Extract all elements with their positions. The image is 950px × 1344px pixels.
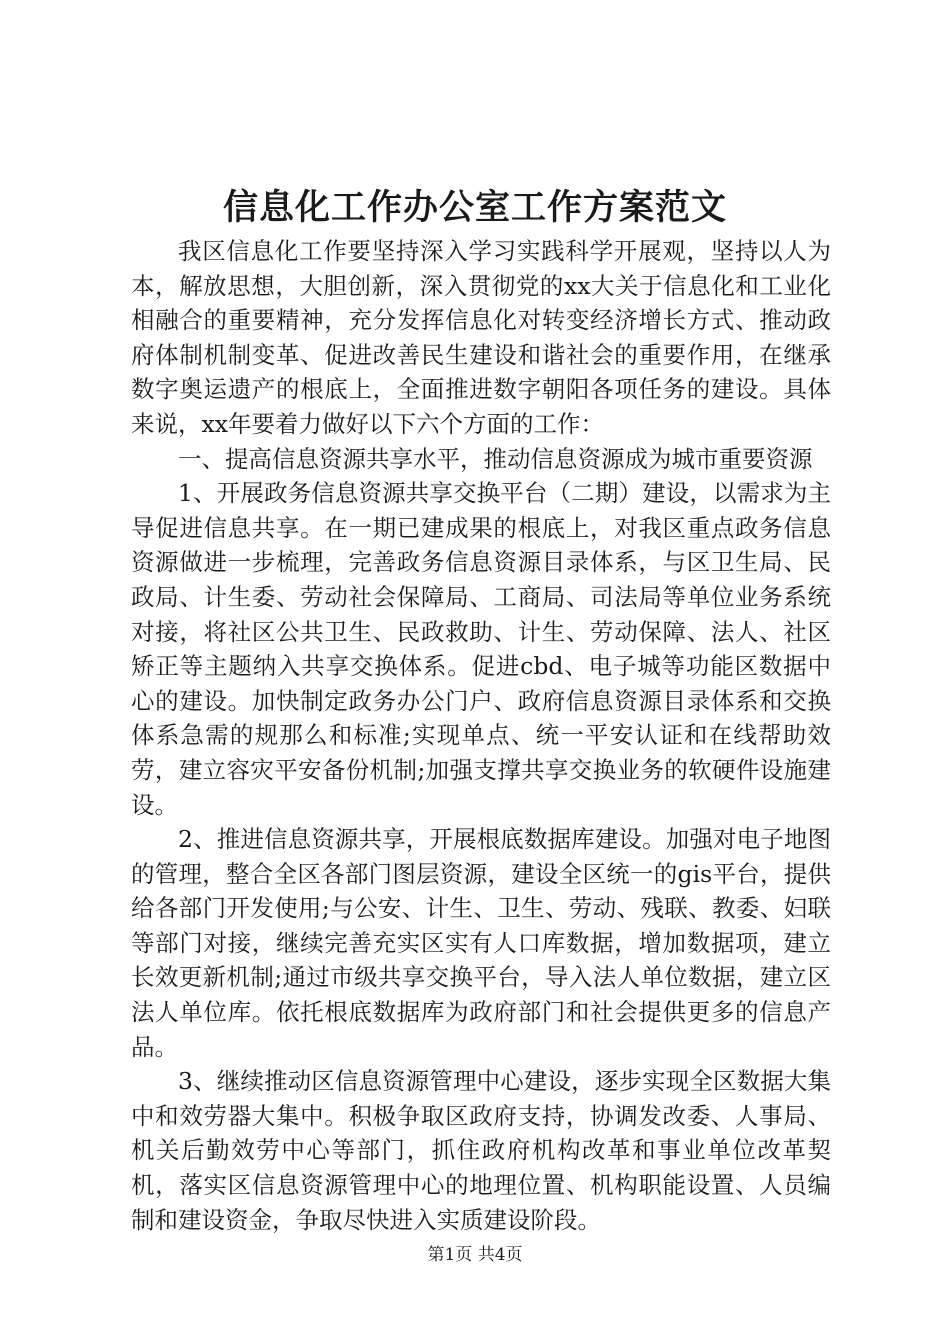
paragraph-item-2: 2、推进信息资源共享，开展根底数据库建设。加强对电子地图的管理，整合全区各部门图层资源，建设全区统一的gis平台，提供给各部门开发使用;与公安、计生、卫生、劳动、残联、教委、妇联等部门对接，继续完善充实区实有人口库数据，增加数据项，建立长效更新机制;通过市级共享交换平台，导入法人单位数据，建立区法人单位库。依托根底数据库为政府部门和社会提供更多的信息产品。 — [131, 825, 831, 1061]
page-number-footer: 第1页 共4页 — [427, 1245, 523, 1265]
paragraph-item-3: 3、继续推动区信息资源管理中心建设，逐步实现全区数据大集中和效劳器大集中。积极争取区政府支持，协调发改委、人事局、机关后勤效劳中心等部门，抓住政府机构改革和事业单位改革契机，落实区信息资源管理中心的地理位置、机构职能设置、人员编制和建设资金，争取尽快进入实质建设阶段。 — [131, 1067, 831, 1234]
section-heading-1: 一、提高信息资源共享水平，推动信息资源成为城市重要资源 — [178, 444, 813, 473]
paragraph-intro: 我区信息化工作要坚持深入学习实践科学开展观，坚持以人为本，解放思想，大胆创新，深入贯彻党的xx大关于信息化和工业化相融合的重要精神，充分发挥信息化对转变经济增长方式、推动政府体制机制变革、促进改善民生建设和谐社会的重要作用，在继承数字奥运遗产的根底上，全面推进数字朝阳各项任务的建设。具体来说，xx年要着力做好以下六个方面的工作： — [131, 237, 831, 438]
paragraph-item-1: 1、开展政务信息资源共享交换平台（二期）建设，以需求为主导促进信息共享。在一期已建成果的根底上，对我区重点政务信息资源做进一步梳理，完善政务信息资源目录体系，与区卫生局、民政局、计生委、劳动社会保障局、工商局、司法局等单位业务系统对接，将社区公共卫生、民政救助、计生、劳动保障、法人、社区矫正等主题纳入共享交换体系。促进cbd、电子城等功能区数据中心的建设。加快制定政务办公门户、政府信息资源目录体系和交换体系急需的规那么和标准;实现单点、统一平安认证和在线帮助效劳，建立容灾平安备份机制;加强支撑共享交换业务的软硬件设施建设。 — [131, 479, 831, 819]
document-title: 信息化工作办公室工作方案范文 — [222, 187, 727, 228]
document-body — [131, 234, 831, 1237]
